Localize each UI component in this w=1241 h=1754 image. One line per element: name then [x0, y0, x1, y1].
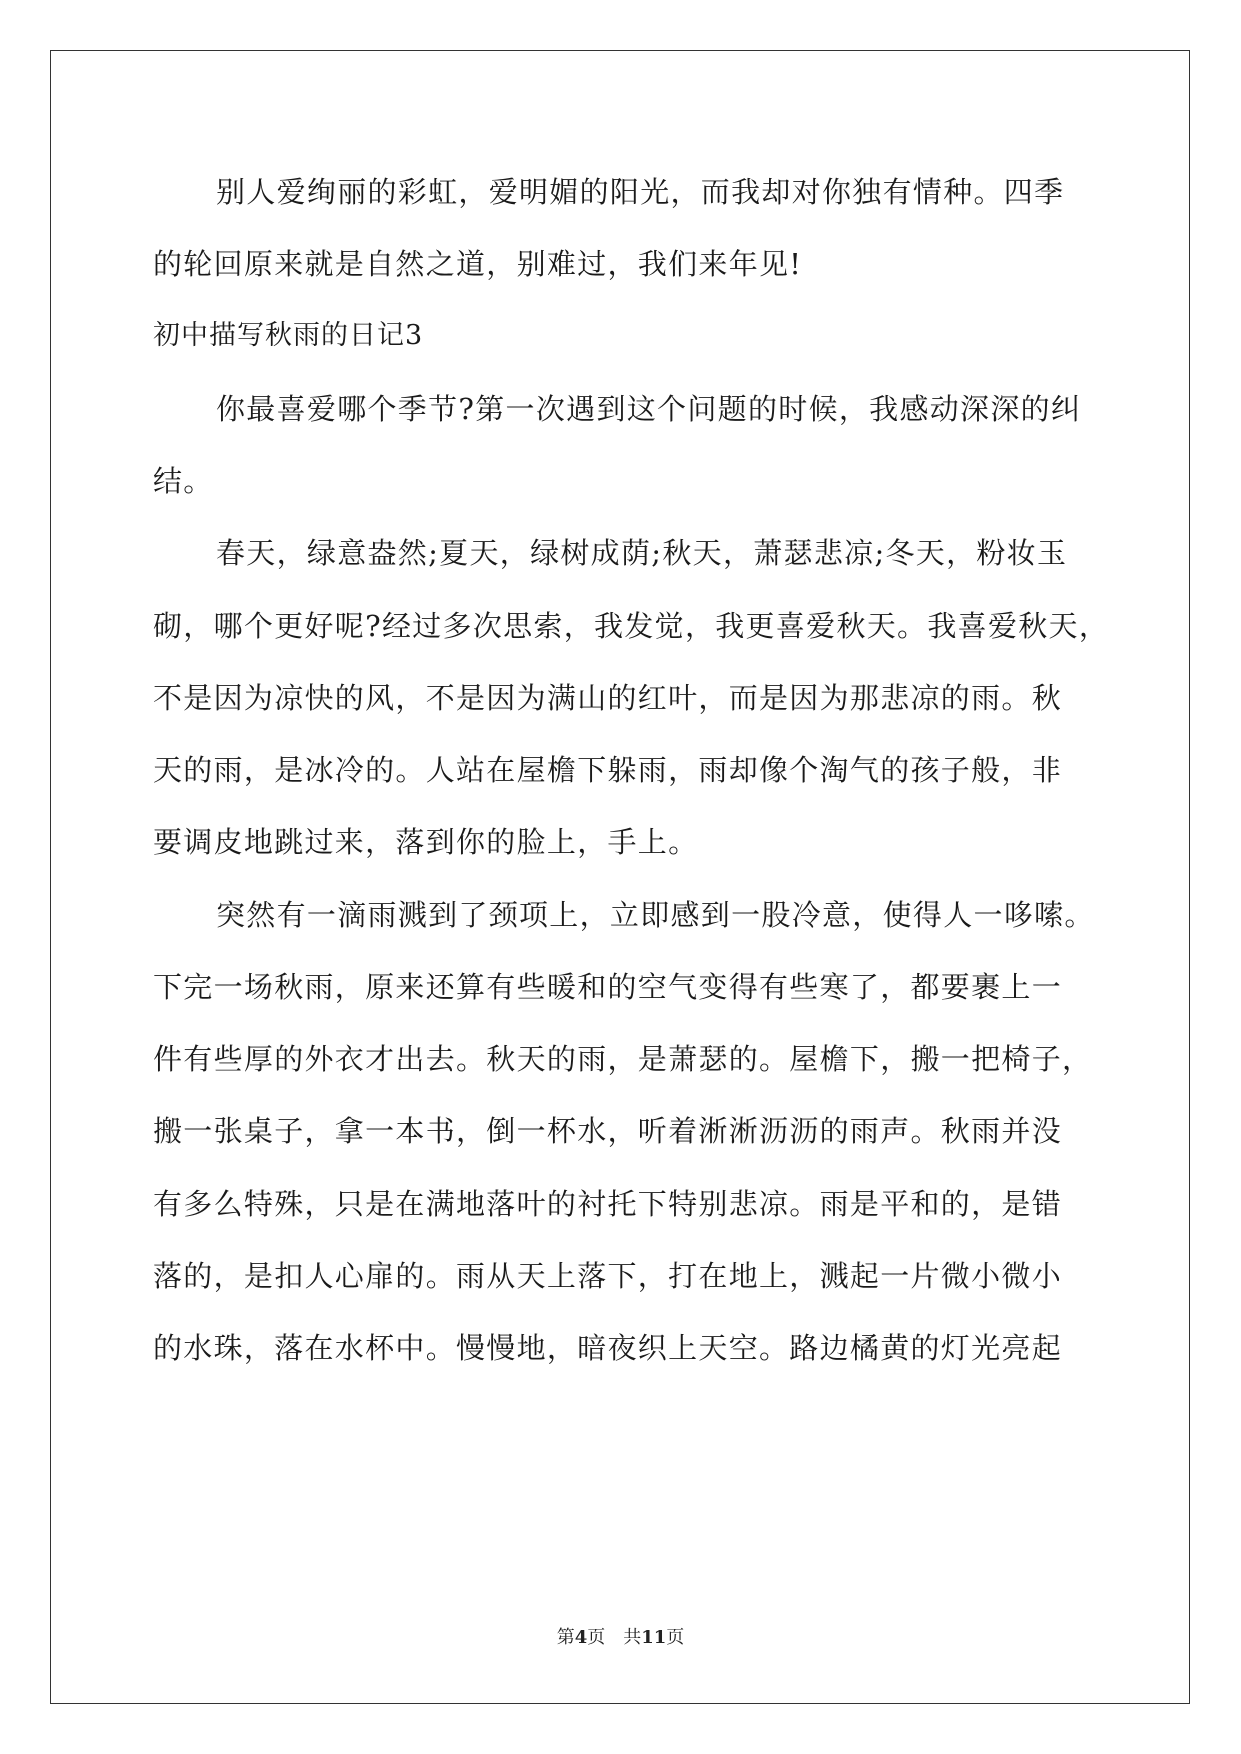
section-heading: 初中描写秋雨的日记3	[153, 320, 424, 351]
current-page-number: 4	[574, 1627, 588, 1648]
page-border	[50, 50, 1190, 1704]
paragraph-line: 春天，绿意盎然;夏天，绿树成荫;秋天，萧瑟悲凉;冬天，粉妆玉	[216, 536, 1068, 570]
paragraph-line: 的水珠，落在水杯中。慢慢地，暗夜织上天空。路边橘黄的灯光亮起	[153, 1331, 1063, 1365]
page-footer	[0, 1626, 1241, 1650]
paragraph-line: 突然有一滴雨溅到了颈项上，立即感到一股冷意，使得人一哆嗦。	[216, 898, 1095, 932]
footer-prefix: 第	[556, 1627, 575, 1648]
paragraph-line: 下完一场秋雨，原来还算有些暖和的空气变得有些寒了，都要裹上一	[153, 970, 1063, 1004]
paragraph-line: 别人爱绚丽的彩虹，爱明媚的阳光，而我却对你独有情种。四季	[216, 175, 1065, 209]
total-page-number: 11	[641, 1627, 667, 1648]
footer-suffix: 页	[666, 1627, 685, 1648]
paragraph-line: 天的雨，是冰冷的。人站在屋檐下躲雨，雨却像个淘气的孩子般，非	[153, 753, 1063, 787]
paragraph-line: 你最喜爱哪个季节?第一次遇到这个问题的时候，我感动深深的纠	[216, 392, 1082, 426]
paragraph-line: 要调皮地跳过来，落到你的脸上，手上。	[153, 825, 699, 859]
footer-middle: 页 共	[587, 1627, 642, 1648]
paragraph-line: 搬一张桌子，拿一本书，倒一杯水，听着淅淅沥沥的雨声。秋雨并没	[153, 1114, 1063, 1148]
paragraph-line: 结。	[153, 464, 214, 498]
paragraph-line: 有多么特殊，只是在满地落叶的衬托下特别悲凉。雨是平和的，是错	[153, 1187, 1063, 1221]
paragraph-line: 不是因为凉快的风，不是因为满山的红叶，而是因为那悲凉的雨。秋	[153, 681, 1063, 715]
paragraph-line: 件有些厚的外衣才出去。秋天的雨，是萧瑟的。屋檐下，搬一把椅子，	[153, 1042, 1093, 1076]
paragraph-line: 的轮回原来就是自然之道，别难过，我们来年见!	[153, 247, 803, 281]
paragraph-line: 砌，哪个更好呢?经过多次思索，我发觉，我更喜爱秋天。我喜爱秋天，	[153, 609, 1110, 643]
paragraph-line: 落的，是扣人心扉的。雨从天上落下，打在地上，溅起一片微小微小	[153, 1259, 1063, 1293]
